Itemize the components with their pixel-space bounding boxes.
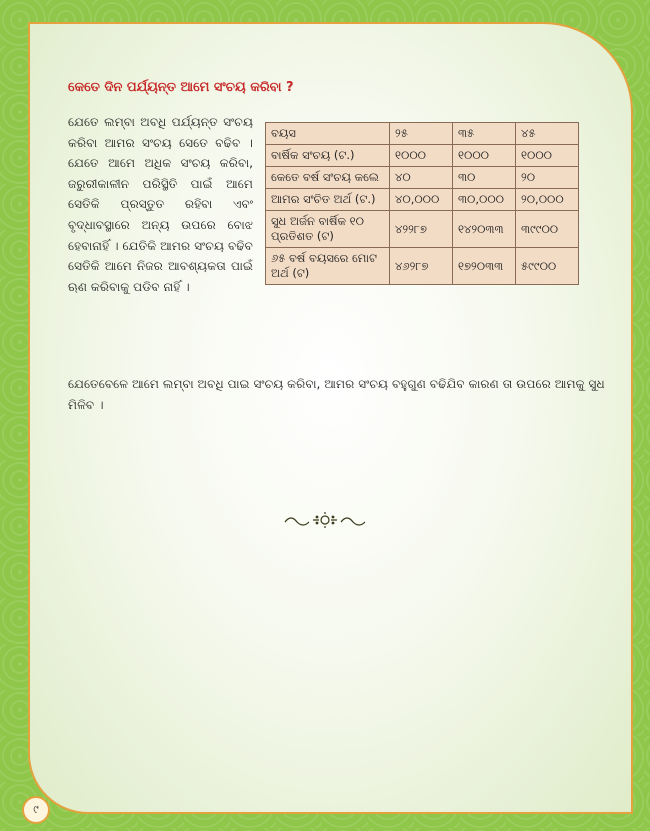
table-cell: ୧୪୨୦୩୩	[453, 211, 516, 248]
conclusion-paragraph: ଯେତେବେଳେ ଆମେ ଲମ୍ବା ଅବଧି ପାଇ ସଂଚୟ କରିବା, ଆମର ସଂଚୟ ବହୁଗୁଣ ବଢିଯିବ କାରଣ ତା ଉପରେ ଆମକୁ ସୁଧ ମିଳିବ ।	[68, 377, 605, 412]
row-label: ବାର୍ଷିକ ସଂଚୟ (ଟ.)	[266, 145, 390, 167]
table-cell: ୩୫	[453, 123, 516, 145]
section-heading: କେତେ ଦିନ ପର୍ଯ୍ୟନ୍ତ ଆମେ ସଂଚୟ କରିବା ?	[68, 80, 294, 95]
table-cell: ୪୬୨୮୭	[390, 248, 453, 285]
table-cell: ୩୦,୦୦୦	[453, 189, 516, 211]
table-cell: ୫୯୯୦୦	[516, 248, 579, 285]
table-cell: ୧୦୦୦	[390, 145, 453, 167]
table-cell: ୪୦,୦୦୦	[390, 189, 453, 211]
table-row	[266, 189, 579, 211]
table-cell: ୪୦	[390, 167, 453, 189]
row-label: ସୁଧ ଅର୍ଜନ ବାର୍ଷିକ ୧୦ ପ୍ରତିଶତ (ଟ)	[266, 211, 390, 248]
row-label: ଆମର ସଂଚିତ ଅର୍ଥ (ଟ.)	[266, 189, 390, 211]
table-row	[266, 211, 579, 248]
table-cell: ୧୦୦୦	[516, 145, 579, 167]
intro-paragraph: ଯେତେ ଲମ୍ବା ଅବଧି ପର୍ଯ୍ୟନ୍ତ ସଂଚୟ କରିବା ଆମର ସଂଚୟ ସେତେ ବଢିବ । ଯେତେ ଆମେ ଅଧିକ ସଂଚୟ କରିବା, ଜରୁରୀକାଳୀନ ପରିସ୍ଥିତି ପାଇଁ ଆମେ ସେତିକି ପ୍ରସ୍ତୁତ ରହିବା ଏବଂ ବୃଦ୍ଧାବସ୍ଥାରେ ଅନ୍ୟ ଉପରେ ବୋଝ ହେବାନାହିଁ । ଯେତିକି ଆମର ସଂଚୟ ବଢିବ ସେତିକି ଆମେ ନିଜର ଆବଶ୍ୟକତା ପାଇଁ ଋଣ କରିବାକୁ ପଡିବ ନାହିଁ ।	[68, 115, 253, 294]
row-label: ବୟସ	[266, 123, 390, 145]
table-row	[266, 123, 579, 145]
table-row	[266, 248, 579, 285]
row-label: ୬୫ ବର୍ଷ ବୟସରେ ମୋଟ ଅର୍ଥ (ଟ)	[266, 248, 390, 285]
table-cell: ୩୯୯୦୦	[516, 211, 579, 248]
table-cell: ୨୦	[516, 167, 579, 189]
table-cell: ୧୭୨୦୩୩	[453, 248, 516, 285]
floral-divider-icon	[283, 512, 367, 532]
table-cell: ୨୦,୦୦୦	[516, 189, 579, 211]
table-cell: ୪୫	[516, 123, 579, 145]
savings-table	[265, 122, 579, 285]
page-number: ୯	[22, 796, 50, 824]
table-cell: ୨୫	[390, 123, 453, 145]
table-row	[266, 145, 579, 167]
table-cell: ୧୦୦୦	[453, 145, 516, 167]
table-cell: ୪୨୨୮୭	[390, 211, 453, 248]
row-label: କେତେ ବର୍ଷ ସଂଚୟ କଲେ	[266, 167, 390, 189]
table-row	[266, 167, 579, 189]
table-cell: ୩୦	[453, 167, 516, 189]
